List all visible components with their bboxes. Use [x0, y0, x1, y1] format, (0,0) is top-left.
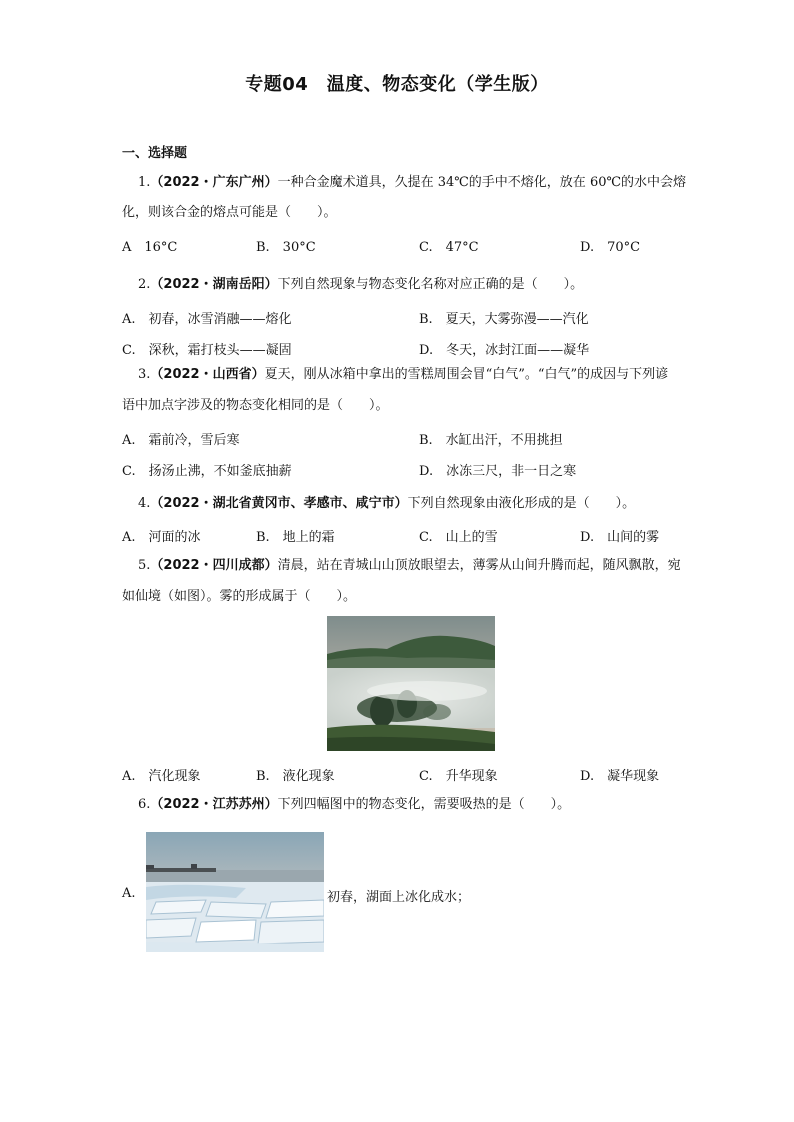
q6-option-a-label[interactable]: A.	[122, 886, 136, 901]
q4-number: 4.	[138, 496, 151, 511]
q3-option-c[interactable]: C. 扬汤止沸，不如釜底抽薪	[122, 464, 292, 479]
q4-source: （2022・湖北省黄冈市、孝感市、咸宁市）	[150, 496, 408, 511]
q3-option-d[interactable]: D. 冰冻三尺，非一日之寒	[419, 464, 577, 479]
q4-option-b[interactable]: B. 地上的霜	[256, 530, 335, 545]
question-2-line1	[122, 272, 583, 298]
question-5-line1	[122, 553, 681, 579]
q1-text-line2: 化，则该合金的熔点可能是（ ）。	[122, 205, 337, 220]
q5-option-d[interactable]: D. 凝华现象	[580, 769, 660, 784]
q3-source: （2022・山西省）	[150, 367, 265, 382]
q1-text-line1: 一种合金魔术道具，久提在 34℃的手中不熔化，放在 60℃的水中会熔	[277, 175, 687, 190]
q5-option-b[interactable]: B. 液化现象	[256, 769, 335, 784]
question-6-line1	[122, 792, 570, 818]
q5-option-c[interactable]: C. 升华现象	[419, 769, 498, 784]
q3-text-line2: 语中加点字涉及的物态变化相同的是（ ）。	[122, 398, 389, 413]
q2-text: 下列自然现象与物态变化名称对应正确的是（ ）。	[277, 277, 584, 292]
fog-mountain-photo	[327, 616, 495, 751]
q4-option-c[interactable]: C. 山上的雪	[419, 530, 498, 545]
q1-option-a[interactable]: A 16°C	[122, 240, 178, 255]
question-1-line1	[122, 170, 686, 196]
question-4-line1	[122, 491, 635, 517]
q4-option-a[interactable]: A. 河面的冰	[122, 530, 201, 545]
q6-source: （2022・江苏苏州）	[150, 797, 278, 812]
q6-option-a-text: 初春，湖面上冰化成水；	[327, 890, 471, 905]
q1-source: （2022・广东广州）	[150, 175, 278, 190]
q4-text: 下列自然现象由液化形成的是（ ）。	[407, 496, 636, 511]
q1-option-b[interactable]: B. 30°C	[256, 240, 316, 255]
q3-text-line1: 夏天，刚从冰箱中拿出的雪糕周围会冒“白气”。“白气”的成因与下列谚	[264, 367, 669, 382]
section-heading: 一、选择题	[122, 146, 188, 161]
q6-number: 6.	[138, 797, 151, 812]
q1-option-c[interactable]: C. 47°C	[419, 240, 479, 255]
q5-text-line2: 如仙境（如图）。雾的形成属于（ ）。	[122, 589, 357, 604]
q3-option-a[interactable]: A. 霜前冷，雪后寒	[122, 433, 240, 448]
ice-lake-photo	[146, 832, 324, 952]
q3-option-b[interactable]: B. 水缸出汗，不用挑担	[419, 433, 563, 448]
q2-option-a[interactable]: A. 初春，冰雪消融——熔化	[122, 312, 292, 327]
q2-option-b[interactable]: B. 夏天，大雾弥漫——汽化	[419, 312, 589, 327]
q5-text-line1: 清晨，站在青城山山顶放眼望去，薄雾从山间升腾而起，随风飘散，宛	[277, 558, 681, 573]
q1-number: 1.	[138, 175, 151, 190]
q6-text: 下列四幅图中的物态变化，需要吸热的是（ ）。	[277, 797, 571, 812]
q5-source: （2022・四川成都）	[150, 558, 278, 573]
q4-option-d[interactable]: D. 山间的雾	[580, 530, 660, 545]
q2-number: 2.	[138, 277, 151, 292]
q2-option-d[interactable]: D. 冬天，冰封江面——凝华	[419, 343, 590, 358]
page-title: 专题04 温度、物态变化（学生版）	[245, 74, 549, 95]
q5-option-a[interactable]: A. 汽化现象	[122, 769, 201, 784]
q2-source: （2022・湖南岳阳）	[150, 277, 278, 292]
q5-number: 5.	[138, 558, 151, 573]
q3-number: 3.	[138, 367, 151, 382]
q2-option-c[interactable]: C. 深秋，霜打枝头——凝固	[122, 343, 292, 358]
question-3-line1	[122, 362, 668, 388]
q1-option-d[interactable]: D. 70°C	[580, 240, 641, 255]
